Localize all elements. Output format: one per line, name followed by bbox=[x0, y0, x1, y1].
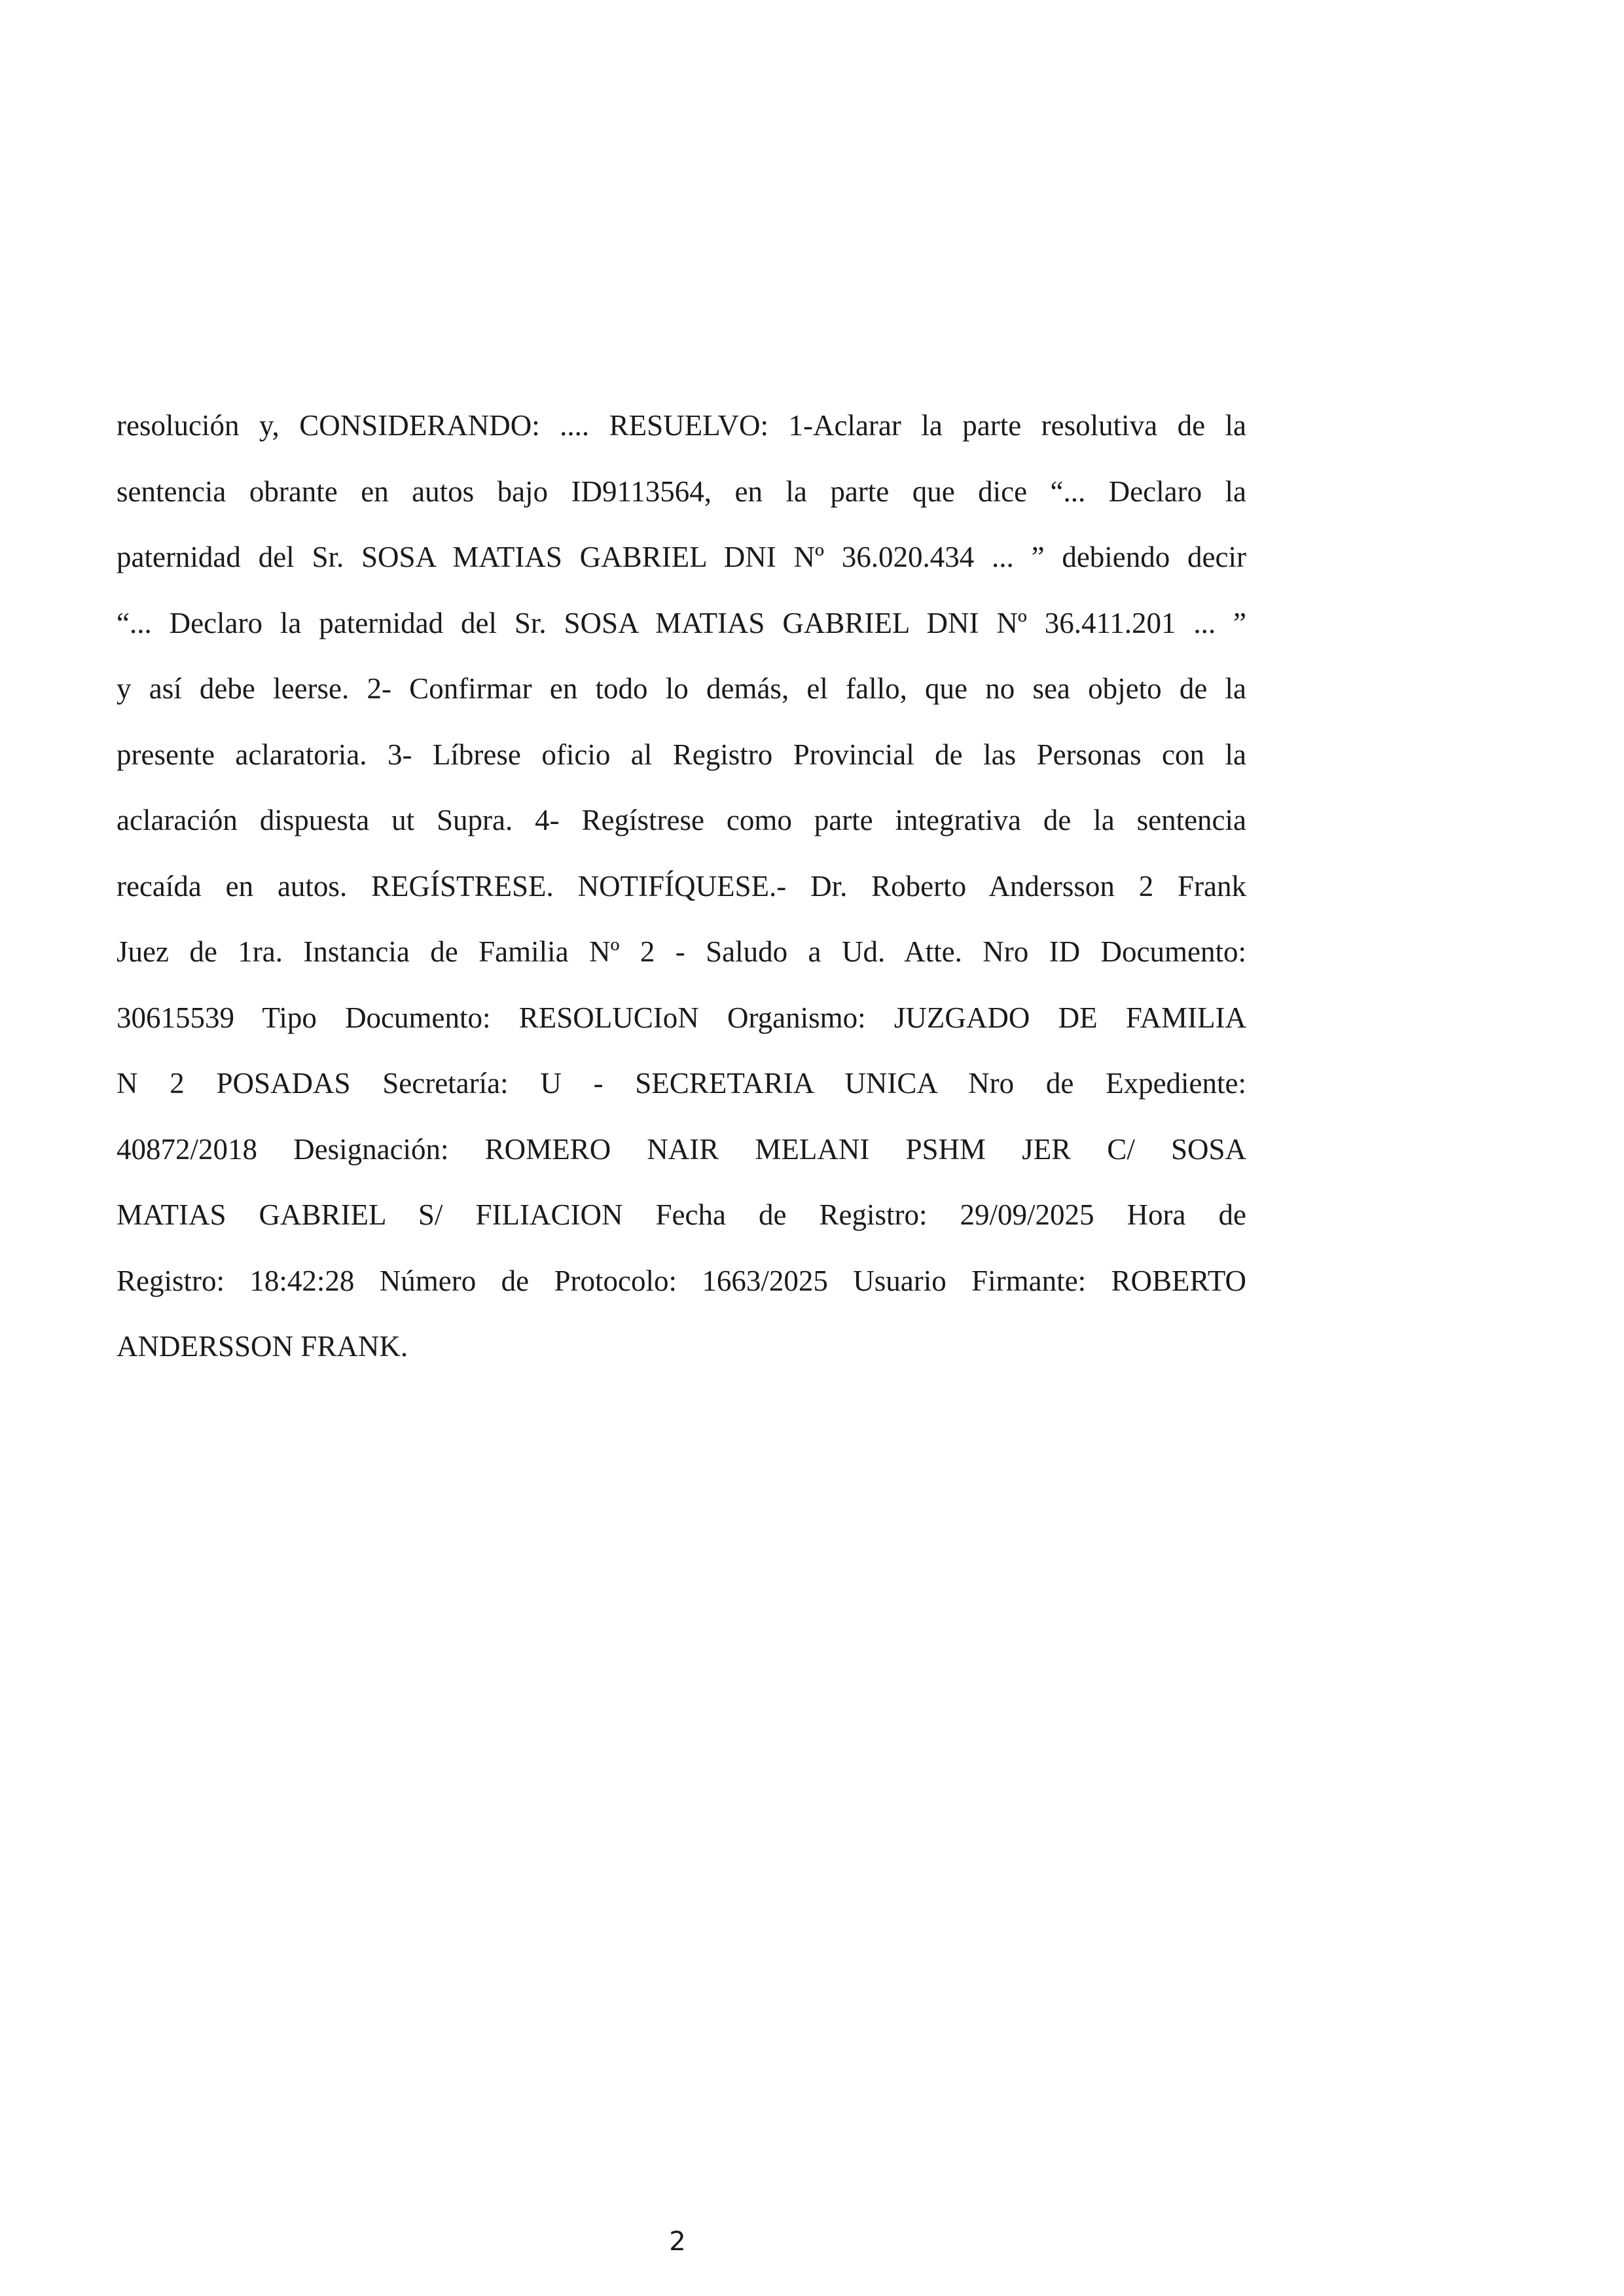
text-line-13: MATIAS GABRIEL S/ FILIACION Fecha de Registro: 29/09/2025 Hora de bbox=[117, 1198, 1246, 1231]
text-line-6: presente aclaratoria. 3- Líbrese oficio al Registro Provincial de las Personas con la bbox=[117, 738, 1246, 771]
text-line-3: paternidad del Sr. SOSA MATIAS GABRIEL DNI Nº 36.020.434 ... ” debiendo decir bbox=[117, 541, 1246, 573]
page-number: 2 bbox=[669, 2227, 686, 2257]
text-line-10: 30615539 Tipo Documento: RESOLUCIoN Organismo: JUZGADO DE FAMILIA bbox=[117, 1001, 1246, 1034]
text-line-5: y así debe leerse. 2- Confirmar en todo lo demás, el fallo, que no sea objeto de la bbox=[117, 672, 1246, 705]
text-line-1: resolución y, CONSIDERANDO: .... RESUELVO: 1-Aclarar la parte resolutiva de la bbox=[117, 409, 1246, 442]
text-line-11: N 2 POSADAS Secretaría: U - SECRETARIA UNICA Nro de Expediente: bbox=[117, 1067, 1246, 1100]
text-line-14: Registro: 18:42:28 Número de Protocolo: 1663/2025 Usuario Firmante: ROBERTO bbox=[117, 1264, 1246, 1297]
text-line-8: recaída en autos. REGÍSTRESE. NOTIFÍQUESE.- Dr. Roberto Andersson 2 Frank bbox=[117, 869, 1246, 903]
text-line-15: ANDERSSON FRANK. bbox=[117, 1330, 408, 1363]
resolution-body-text bbox=[117, 393, 1246, 1380]
text-line-7: aclaración dispuesta ut Supra. 4- Regístrese como parte integrativa de la sentencia bbox=[117, 804, 1246, 836]
text-line-4: “... Declaro la paternidad del Sr. SOSA MATIAS GABRIEL DNI Nº 36.411.201 ... ” bbox=[117, 606, 1246, 639]
text-line-9: Juez de 1ra. Instancia de Familia Nº 2 - Saludo a Ud. Atte. Nro ID Documento: bbox=[117, 935, 1246, 968]
text-line-12: 40872/2018 Designación: ROMERO NAIR MELANI PSHM JER C/ SOSA bbox=[117, 1132, 1246, 1166]
text-line-2: sentencia obrante en autos bajo ID9113564, en la parte que dice “... Declaro la bbox=[117, 475, 1246, 508]
